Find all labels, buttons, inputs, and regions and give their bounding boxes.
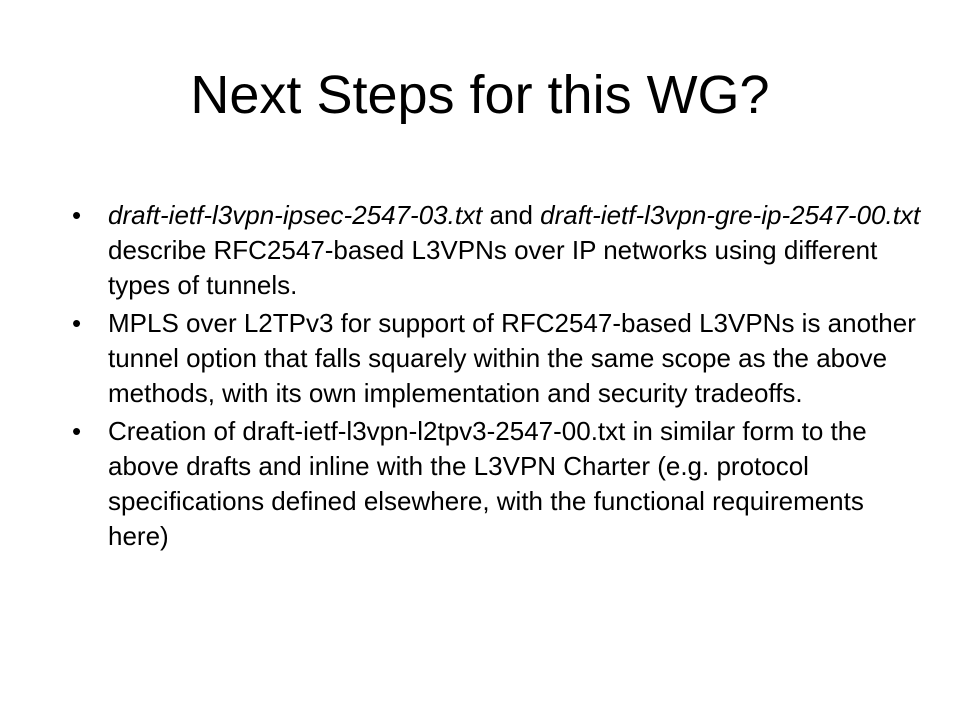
bullet-text: MPLS over L2TPv3 for support of RFC2547-based L3VPNs is another tunnel option that falls squarely within the same scope as the above methods, with its own implementation and security tradeoffs.	[108, 308, 916, 408]
draft-ipsec-name: draft-ietf-l3vpn-ipsec-2547-03.txt	[108, 200, 483, 230]
bullet-icon: •	[72, 416, 82, 446]
bullet-list	[72, 198, 922, 557]
bullet-icon: •	[72, 308, 82, 338]
slide-title: Next Steps for this WG?	[190, 65, 770, 125]
bullet-icon: •	[72, 200, 82, 230]
bullet-text: Creation of draft-ietf-l3vpn-l2tpv3-2547-00.txt in similar form to the above drafts and inline with the L3VPN Charter (e.g. protocol specifications defined elsewhere, with the functional requirements here)	[108, 416, 867, 551]
conjunction-text: and	[482, 200, 541, 230]
bullet-text: describe RFC2547-based L3VPNs over IP networks using different types of tunnels.	[108, 235, 878, 300]
bullet-item-drafts	[72, 198, 922, 303]
bullet-item-creation	[72, 414, 922, 554]
bullet-item-mpls-l2tpv3	[72, 306, 922, 411]
draft-gre-ip-name: draft-ietf-l3vpn-gre-ip-2547-00.txt	[540, 200, 921, 230]
